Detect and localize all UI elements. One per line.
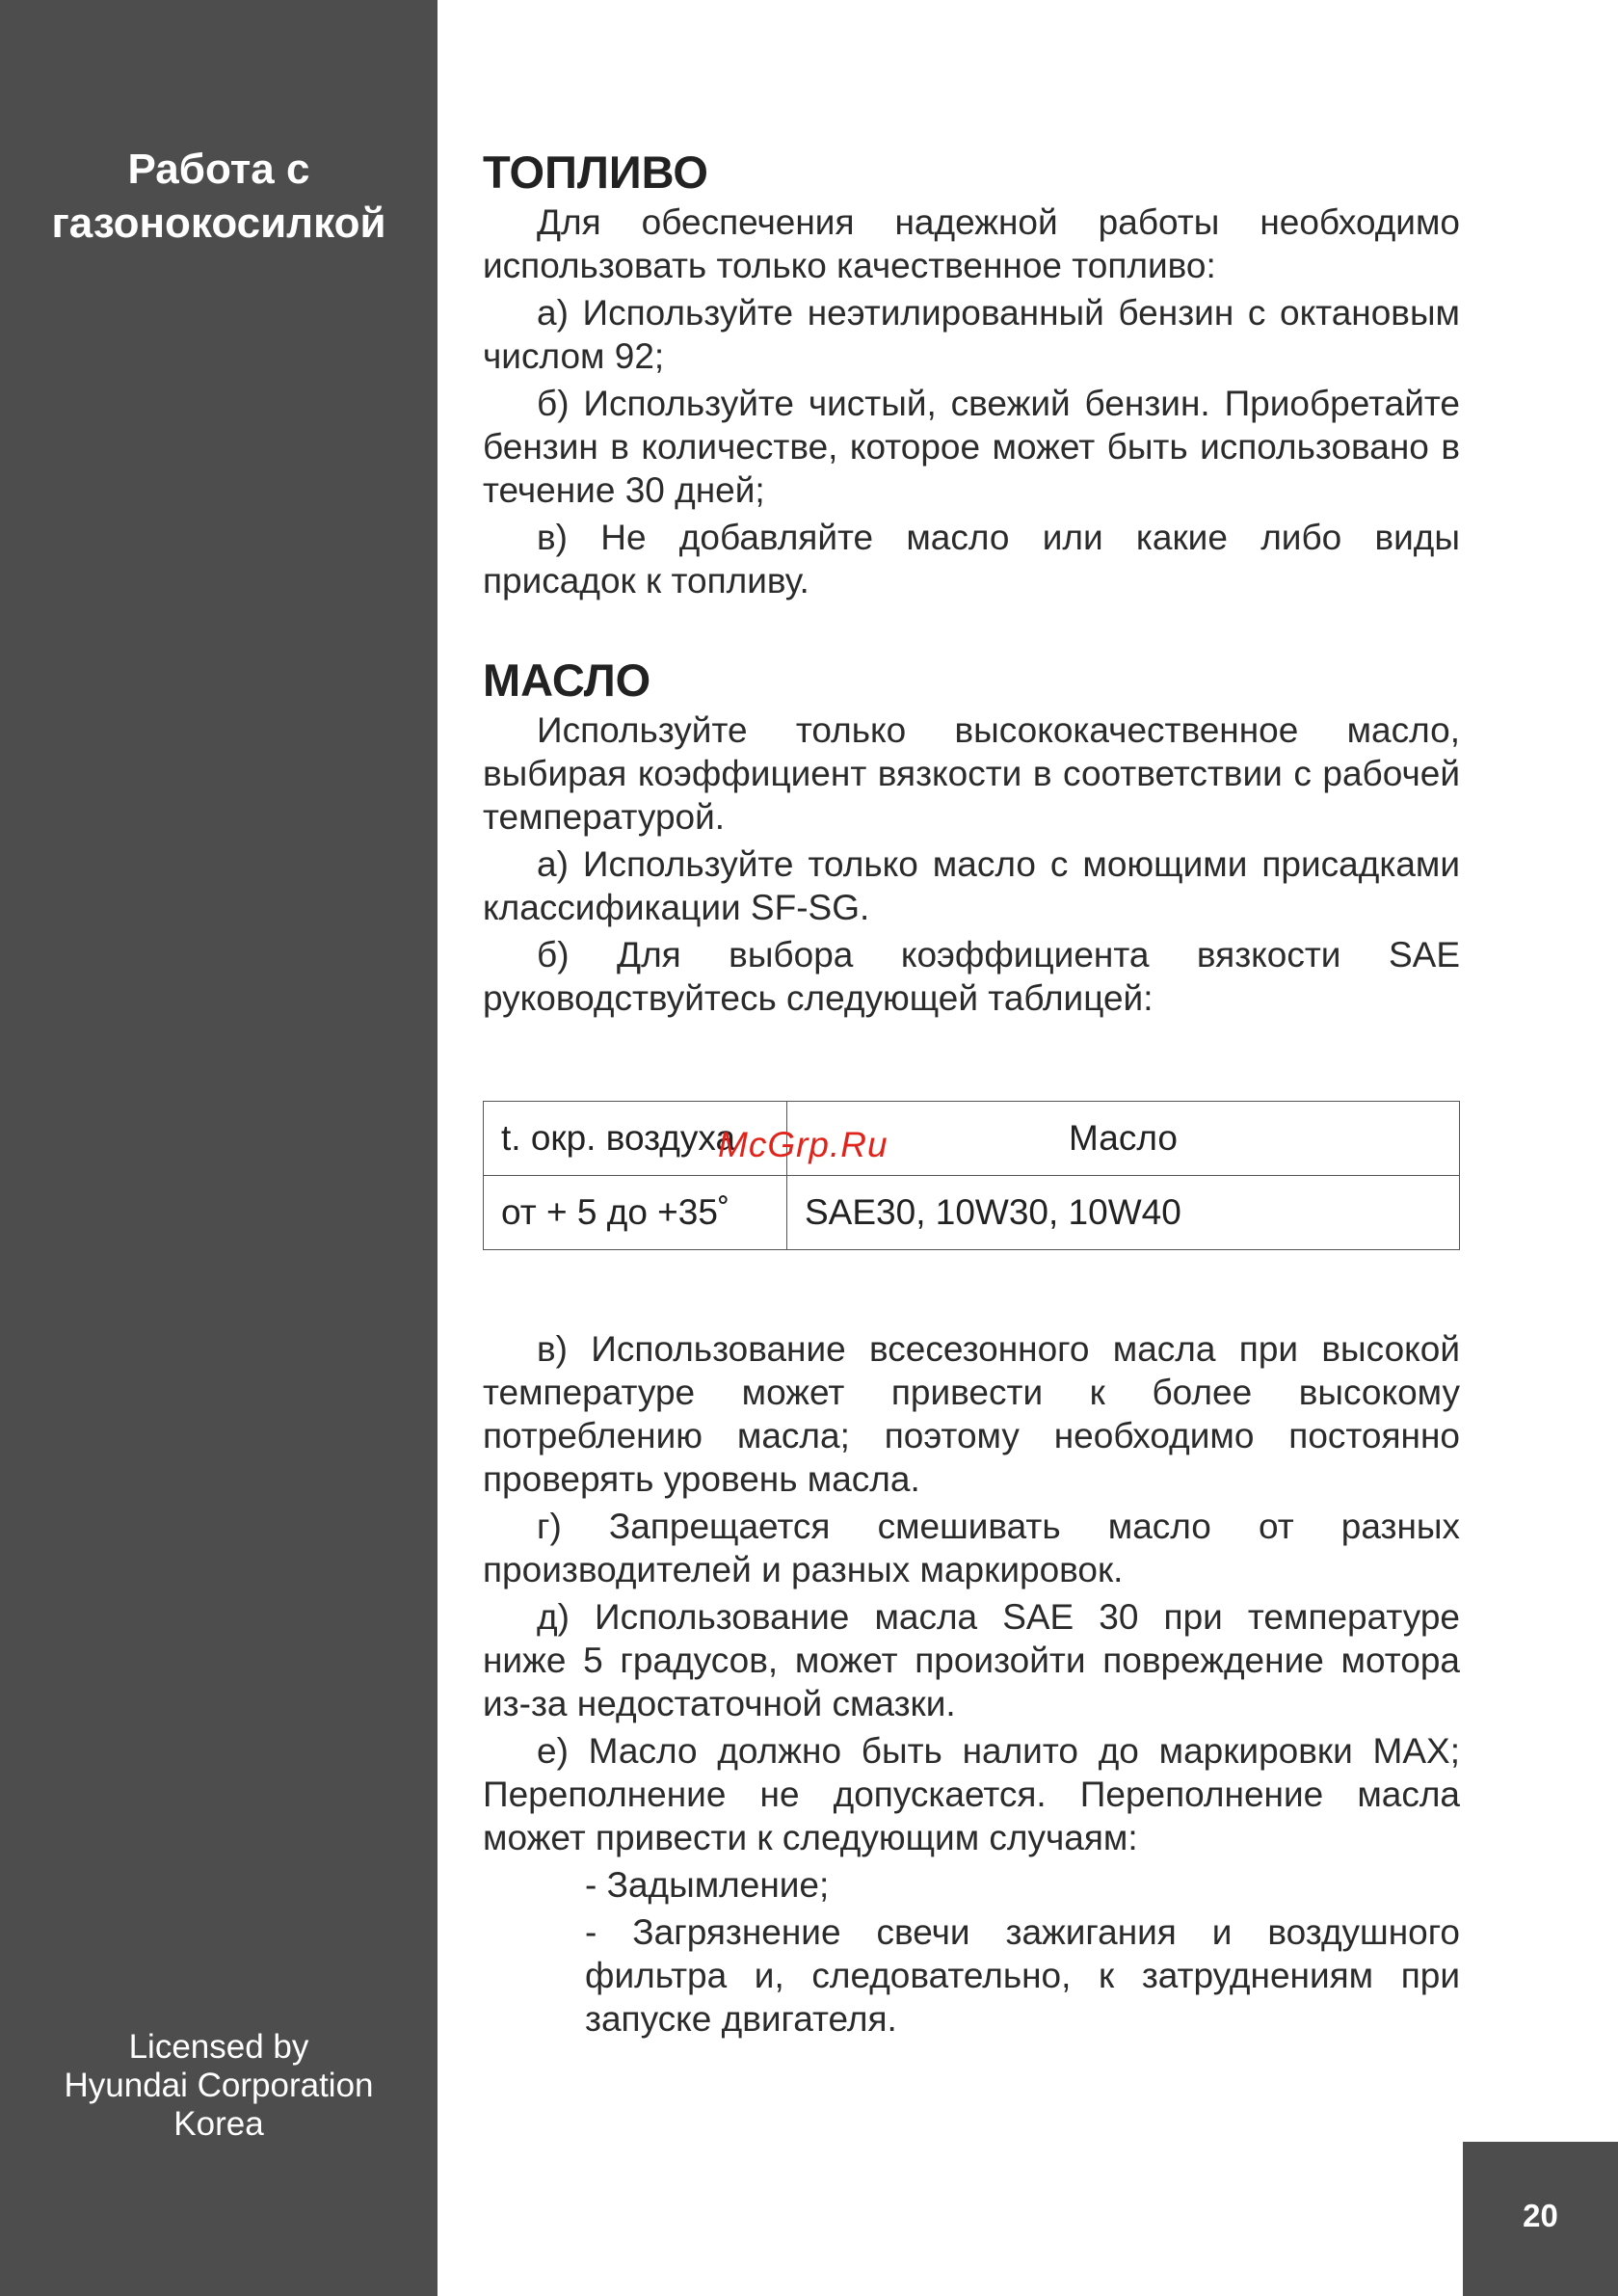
table-cell-temperature: от + 5 до +35˚ <box>484 1176 787 1250</box>
oil-paragraph: а) Используйте только масло с моющими присадками классификации SF-SG. <box>483 844 1460 927</box>
list-item: - Загрязнение свечи зажигания и воздушного фильтра и, следовательно, к затруднениям при запуске двигателя. <box>585 1912 1460 2039</box>
fuel-heading: ТОПЛИВО <box>483 147 708 198</box>
oil-paragraph: б) Для выбора коэффициента вязкости SAE руководствуйтесь следующей таблицей: <box>483 935 1460 1018</box>
oil-paragraph: д) Использование масла SAE 30 при температуре ниже 5 градусов, может произойти повреждение мотора из-за недостаточной смазки. <box>483 1597 1460 1723</box>
watermark: McGrp.Ru <box>718 1125 889 1164</box>
main-content <box>483 145 1460 2044</box>
sidebar <box>0 0 438 2296</box>
fuel-paragraph: в) Не добавляйте масло или какие либо виды присадок к топливу. <box>483 518 1460 601</box>
oil-paragraph: е) Масло должно быть налито до маркировки MAX; Переполнение не допускается. Переполнение масла может привести к следующим случаям: <box>483 1731 1460 1857</box>
page-number-box <box>1463 2142 1618 2296</box>
table-header-row <box>484 1102 1460 1176</box>
overfill-consequences-list <box>585 1863 1460 2041</box>
license-text: Licensed by Hyundai Corporation Korea <box>64 2028 374 2143</box>
oil-paragraph: Используйте только высококачественное масло, выбирая коэффициент вязкости в соответствии с рабочей температурой. <box>483 710 1460 837</box>
table-row <box>484 1176 1460 1250</box>
list-item: - Задымление; <box>585 1865 830 1905</box>
table-header-oil: Масло <box>787 1102 1460 1176</box>
table-cell-oil: SAE30, 10W30, 10W40 <box>787 1176 1460 1250</box>
oil-viscosity-table <box>483 1101 1460 1250</box>
section-title: Работа с газонокосилкой <box>51 146 386 247</box>
fuel-paragraph: б) Используйте чистый, свежий бензин. Приобретайте бензин в количестве, которое может быть использовано в течение 30 дней; <box>483 384 1460 510</box>
fuel-paragraph: Для обеспечения надежной работы необходимо использовать только качественное топливо: <box>483 202 1460 285</box>
page-number: 20 <box>1523 2198 1558 2233</box>
oil-paragraph: в) Использование всесезонного масла при высокой температуре может привести к более высокому потреблению масла; поэтому необходимо постоянно проверять уровень масла. <box>483 1329 1460 1499</box>
oil-heading: МАСЛО <box>483 654 651 706</box>
table-header-temperature: t. окр. воздуха <box>484 1102 787 1176</box>
oil-paragraph: г) Запрещается смешивать масло от разных производителей и разных маркировок. <box>483 1507 1460 1589</box>
fuel-paragraph: а) Используйте неэтилированный бензин с октановым числом 92; <box>483 293 1460 376</box>
